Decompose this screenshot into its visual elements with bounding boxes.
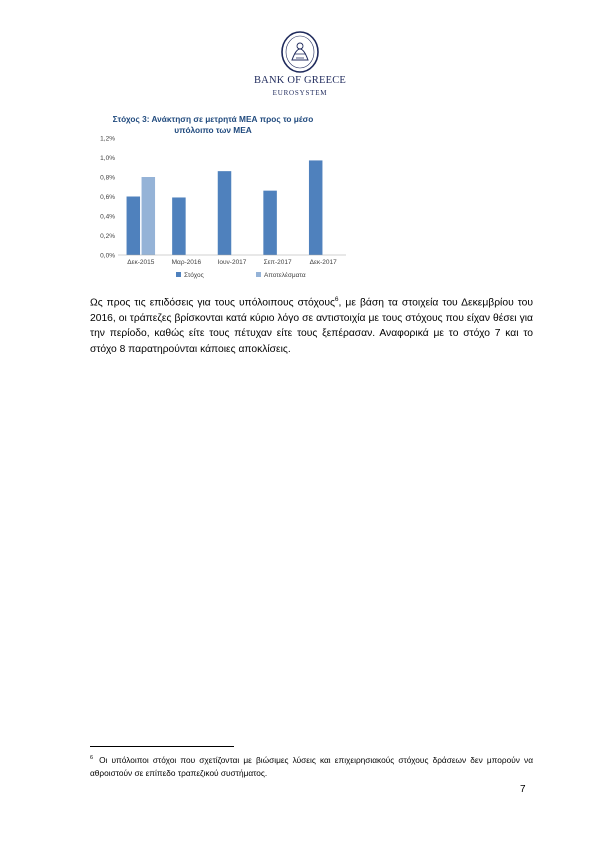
bar-target-2 — [218, 171, 232, 255]
legend-label-1: Αποτελέσματα — [264, 272, 306, 279]
x-tick-label: Μαρ-2016 — [171, 259, 202, 266]
footnote-reference[interactable]: 6 — [334, 296, 339, 303]
chart-svg — [88, 110, 358, 290]
bar-target-0 — [127, 197, 141, 256]
footnote-separator — [90, 746, 234, 747]
x-tick-label: Δεκ-2015 — [127, 259, 155, 266]
x-tick-label: Σεπ-2017 — [263, 259, 292, 266]
footnote-text: Οι υπόλοιποι στόχοι που σχετίζονται με βιώσιμες λύσεις και επιχειρησιακούς στόχους δράσεων δεν μπορούν να αθροιστούν σε επίπεδο τραπεζικού συστήματος. — [90, 754, 533, 778]
y-tick-label: 0,6% — [100, 194, 115, 201]
bar-result-0 — [142, 177, 156, 255]
bank-subtitle: EUROSYSTEM — [272, 89, 328, 97]
legend-swatch-0 — [176, 272, 181, 277]
bar-target-3 — [263, 191, 277, 255]
page-number: 7 — [520, 784, 526, 795]
bank-name: BANK OF GREECE — [253, 75, 347, 86]
legend-label-0: Στόχος — [184, 272, 204, 279]
y-tick-label: 0,2% — [100, 233, 115, 240]
legend-swatch-1 — [256, 272, 261, 277]
body-text-part-2: , με βάση τα στοιχεία του Δεκεμβρίου του 2016, οι τράπεζες βρίσκονται κατά κύριο λόγο σε αντιστοιχία με τους στόχους που είχαν θέσει για την περίοδο, καθώς είτε τους πέτυχαν είτε τους ξεπέρασαν. Αναφορικά με το στόχο 7 και το στόχο 8 παρατηρούνται κάποιες αποκλίσεις. — [90, 297, 533, 355]
bar-target-1 — [172, 197, 186, 255]
bar-target-4 — [309, 160, 323, 255]
bank-logo — [240, 30, 360, 102]
chart-title-line-1: Στόχος 3: Ανάκτηση σε μετρητά ΜΕΑ προς το μέσο — [112, 114, 314, 124]
y-tick-label: 1,2% — [100, 135, 115, 143]
y-tick-label: 0,0% — [100, 252, 115, 260]
bar-chart — [88, 110, 358, 290]
body-paragraph — [90, 292, 533, 357]
y-tick-label: 1,0% — [100, 155, 115, 162]
body-text-part-1: Ως προς τις επιδόσεις για τους υπόλοιπους στόχους — [90, 297, 335, 309]
footnote — [90, 752, 533, 780]
x-tick-label: Ιουν-2017 — [217, 259, 247, 266]
bank-of-greece-emblem-icon — [272, 30, 328, 74]
chart-title-line-2: υπόλοιπο των ΜΕΑ — [174, 125, 252, 135]
y-tick-label: 0,4% — [100, 213, 115, 221]
x-tick-label: Δεκ-2017 — [309, 259, 337, 266]
y-tick-label: 0,8% — [100, 174, 115, 182]
footnote-number: 6 — [90, 755, 94, 761]
